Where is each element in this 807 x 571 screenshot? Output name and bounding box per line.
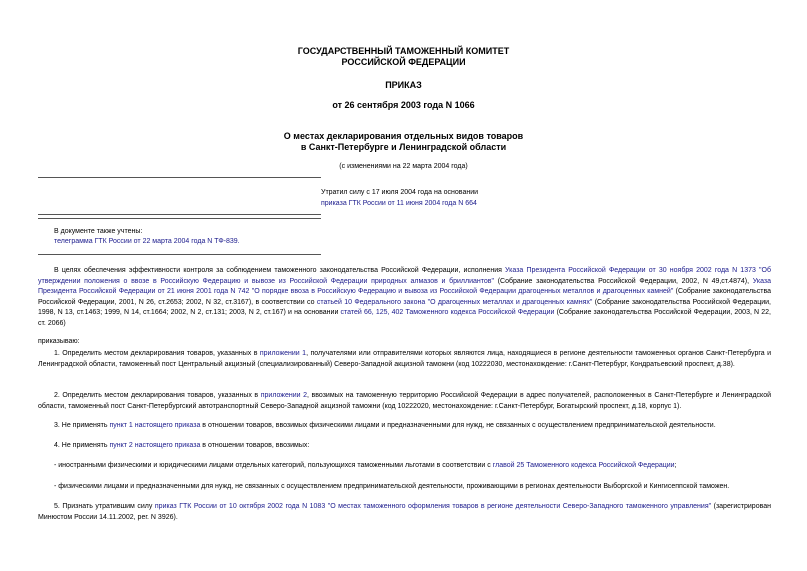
item-4-subitem-2: - физическими лицами и предназначенными для нужд, не связанных с осуществлением предпринимательской деятельности, проживающими в регионах деятельности Выборгской и Кингисеппской таможен. — [54, 483, 730, 490]
doc-title-line1: О местах декларирования отдельных видов товаров — [283, 131, 524, 141]
link-ukaz-742[interactable]: Указа Президента Российской Федерации от 21 июня 2001 года N 742 "О порядке ввоза в Российскую Федерацию и вывоза из Российской Федерации драгоценных металлов и драгоценных камней" — [38, 277, 771, 296]
item-5: 5. Признать утратившим силу приказ ГТК России от 10 октября 2002 года N 1083 "О местах таможенного оформления товаров в регионе деятельности Северо-Западного таможенного управления" (зарегистрирован Минюстом России 14.11.2002, рег. N 3926). — [38, 503, 771, 521]
link-chapter-25[interactable]: главой 25 Таможенного кодекса Российской Федерации — [492, 462, 675, 469]
link-customs-code-articles[interactable]: статей 66, 125, 402 Таможенного кодекса Российской Федерации — [340, 309, 555, 317]
doc-date: от 26 сентября 2003 года N 1066 — [332, 100, 475, 110]
link-appendix-1[interactable]: приложении 1 — [259, 350, 307, 357]
doc-title-line2: в Санкт-Петербурге и Ленинградской области — [300, 142, 507, 152]
divider — [38, 254, 321, 255]
doc-type: ПРИКАЗ — [385, 80, 422, 90]
item-4-subitem-1: - иностранными физическими и юридическими лицами отдельных категорий, пользующихся таможенными льготами в соответствии с главой 25 Таможенного кодекса Российской Федерации; — [54, 462, 677, 469]
link-law-article-10[interactable]: статьей 10 Федерального закона "О драгоценных металлах и драгоценных камнях" — [316, 298, 593, 306]
link-appendix-2[interactable]: приложении 2 — [260, 392, 308, 399]
status-text: Утратил силу с 17 июля 2004 года на основании — [321, 189, 479, 196]
amendments-note: (с изменениями на 22 марта 2004 года) — [339, 163, 468, 170]
link-order-1083[interactable]: приказ ГТК России от 10 октября 2002 года N 1083 "О местах таможенного оформления товаров в регионе деятельности Северо-Западного таможенного управления" — [154, 503, 712, 510]
divider — [38, 177, 321, 178]
see-also-label: В документе также учтены: — [54, 228, 143, 235]
link-point-1[interactable]: пункт 1 настоящего приказа — [109, 422, 201, 429]
link-ukaz-1373[interactable]: Указа Президента Российской Федерации от 30 ноября 2002 года N 1373 "Об утверждении положения о ввозе в Российскую Федерацию и вывозе из Российской Федерации природных алмазов и бриллиантов" — [38, 267, 771, 285]
see-also-link[interactable]: телеграмма ГТК России от 22 марта 2004 года N ТФ-839. — [54, 238, 240, 245]
org-name-line2: РОССИЙСКОЙ ФЕДЕРАЦИИ — [341, 57, 466, 67]
order-word: приказываю: — [38, 338, 80, 345]
item-3: 3. Не применять пункт 1 настоящего приказа в отношении товаров, ввозимых физическими лицами и предназначенными для нужд, не связанных с осуществлением предпринимательской деятельности. — [54, 422, 716, 429]
item-2: 2. Определить местом декларирования товаров, указанных в приложении 2, ввозимых на таможенную территорию Российской Федерации в адрес получателей, расположенных в Санкт-Петербурге и Ленинградской области, таможенный пост Санкт-Петербургский автотранспортный Северо-Западной акцизной таможни (код 10222020, местонахождение: г.Санкт-Петербург, Богатырский проспект, д.18, корпус 1). — [38, 392, 771, 410]
link-point-2[interactable]: пункт 2 настоящего приказа — [109, 442, 201, 449]
item-1: 1. Определить местом декларирования товаров, указанных в приложении 1, получателями или отправителями которых являются лица, находящиеся в регионе деятельности таможенных органов Санкт-Петербурга и Ленинградской области, таможенный пост Центральный акцизный (специализированный) Северо-Западной акцизной таможни (код 10222030, местонахождение: г.Санкт-Петербург, Кондратьевский проспект, д.38). — [38, 350, 772, 368]
org-name-line1: ГОСУДАРСТВЕННЫЙ ТАМОЖЕННЫЙ КОМИТЕТ — [297, 46, 510, 56]
divider — [38, 214, 321, 215]
item-4: 4. Не применять пункт 2 настоящего приказа в отношении товаров, ввозимых: — [54, 442, 310, 449]
divider — [38, 218, 321, 219]
status-link[interactable]: приказа ГТК России от 11 июня 2004 года N 664 — [321, 200, 477, 207]
preamble-paragraph: В целях обеспечения эффективности контроля за соблюдением таможенного законодательства Российской Федерации, исполнения Указа Президента Российской Федерации от 30 ноября 2002 года N 1373 "Об утверждении положения о ввозе в Российскую Федерацию и вывозе из Российской Федерации природных алмазов и бриллиантов" (Собрание законодательства Российской Федерации, 2002, N 49,ст.4874), Указа Президента Российской Федерации от 21 июня 2001 года N 742 "О порядке ввоза в Российскую Федерацию и вывоза из Российской Федерации драгоценных металлов и драгоценных камней" (Собрание законодательства Российской Федерации, 2001, N 26, ст.2653; 2002, N 32, ст.3167), в соответствии со статьей 10 Федерального закона "О драгоценных металлах и драгоценных камнях" (Собрание законодательства Российской Федерации, 1998, N 13, ст.1463; 1999, N 14, ст.1664; 2002, N 2, ст.131; 2003, N 2, ст.167) и на основании статей 66, 125, 402 Таможенного кодекса Российской Федерации (Собрание законодательства Российской Федерации, 2003, N 22, ст. 2066) — [38, 267, 771, 327]
